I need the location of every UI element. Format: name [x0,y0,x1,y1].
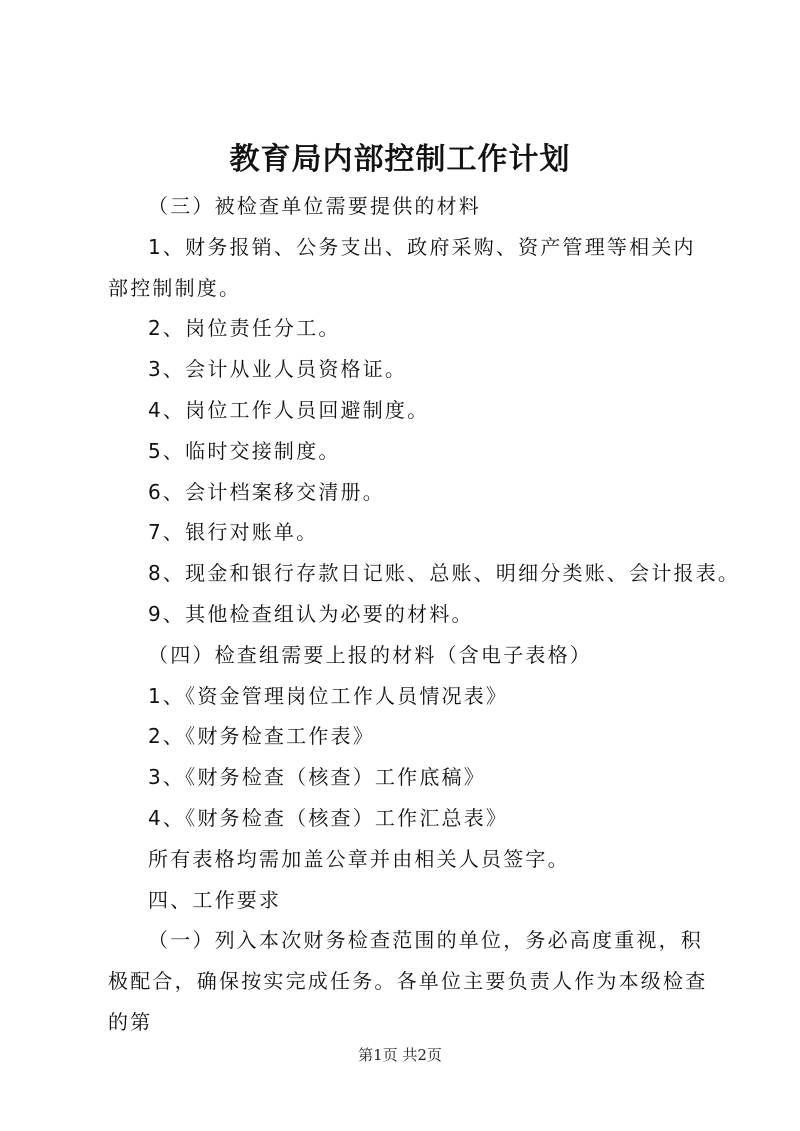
document-title: 教育局内部控制工作计划 [229,142,571,177]
list-item: 4、《财务检查（核查）工作汇总表》 [148,805,509,830]
section-heading-work-requirements: 四、工作要求 [148,887,282,912]
list-item: 8、现金和银行存款日记账、总账、明细分类账、会计报表。 [148,561,741,586]
page-footer: 第1页 共2页 [358,1046,442,1064]
document-body [108,186,741,1043]
list-item: 1、《资金管理岗位工作人员情况表》 [148,683,509,708]
list-item: 7、银行对账单。 [148,520,319,545]
body-paragraph: （一）列入本次财务检查范围的单位，务必高度重视，积极配合，确保按实完成任务。各单位主要负责人作为本级检查的第 [108,928,708,1034]
section-heading-3: （三）被检查单位需要提供的材料 [148,194,481,218]
note-paragraph: 所有表格均需加盖公章并由相关人员签字。 [148,846,570,871]
list-item: 3、《财务检查（核查）工作底稿》 [148,765,486,790]
list-item: 1、财务报销、公务支出、政府采购、资产管理等相关内部控制制度。 [108,234,696,300]
list-item: 5、临时交接制度。 [148,438,341,463]
list-item: 3、会计从业人员资格证。 [148,357,408,382]
section-heading-4: （四）检查组需要上报的材料（含电子表格） [148,642,592,667]
list-item: 4、岗位工作人员回避制度。 [148,397,430,422]
list-item: 6、会计档案移交清册。 [148,479,385,504]
list-item: 2、《财务检查工作表》 [148,724,375,749]
list-item: 9、其他检查组认为必要的材料。 [148,601,474,626]
list-item: 2、岗位责任分工。 [148,316,341,341]
